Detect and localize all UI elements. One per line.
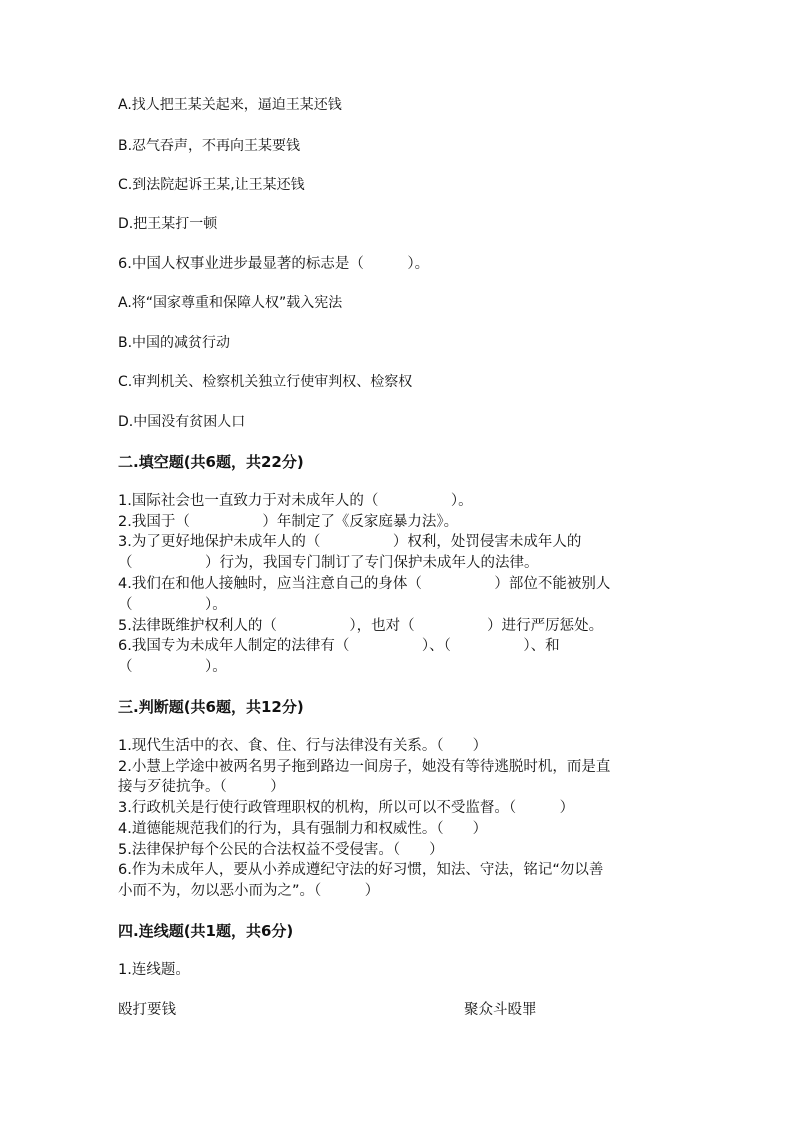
fill-line: 4.我们在和他人接触时，应当注意自己的身体（ ）部位不能被别人 xyxy=(118,576,611,592)
fill-line: 6.我国专为未成年人制定的法律有（ ）、（ ）、和 xyxy=(118,638,560,654)
fill-line: 3.为了更好地保护未成年人的（ ）权利，处罚侵害未成年人的 xyxy=(118,534,582,550)
matching-question: 1.连线题。 xyxy=(118,962,190,978)
judge-line: 3.行政机关是行使行政管理职权的机构，所以可以不受监督。（ ） xyxy=(118,800,575,816)
judge-line: 2.小慧上学途中被两名男子拖到路边一间房子，她没有等待逃脱时机，而是直 xyxy=(118,759,611,775)
judge-line: 接与歹徒抗争。（ ） xyxy=(118,779,285,795)
fill-line: 1.国际社会也一直致力于对未成年人的（ ）。 xyxy=(118,493,473,509)
judge-line: 小而不为，勿以恶小而为之”。（ ） xyxy=(118,883,380,899)
section2-heading: 二.填空题(共6题，共22分) xyxy=(118,453,304,471)
q5-option-c: C.到法院起诉王某,让王某还钱 xyxy=(118,177,305,193)
judge-line: 1.现代生活中的衣、食、住、行与法律没有关系。（ ） xyxy=(118,738,488,754)
q5-option-d: D.把王某打一顿 xyxy=(118,216,218,232)
fill-line: 2.我国于（ ）年制定了《反家庭暴力法》。 xyxy=(118,514,459,530)
fill-line: （ ）行为，我国专门制订了专门保护未成年人的法律。 xyxy=(118,555,539,571)
q6-option-a: A.将“国家尊重和保障人权”载入宪法 xyxy=(118,295,343,311)
judge-line: 5.法律保护每个公民的合法权益不受侵害。（ ） xyxy=(118,842,444,858)
q6-option-c: C.审判机关、检察机关独立行使审判权、检察权 xyxy=(118,374,413,390)
q6-stem: 6.中国人权事业进步最显著的标志是（ ）。 xyxy=(118,256,430,272)
fill-line: （ ）。 xyxy=(118,597,227,613)
section3-heading: 三.判断题(共6题，共12分) xyxy=(118,698,304,716)
matching-right-item: 聚众斗殴罪 xyxy=(464,1002,537,1018)
fill-line: 5.法律既维护权利人的（ ），也对（ ）进行严厉惩处。 xyxy=(118,618,604,634)
judge-line: 6.作为未成年人，要从小养成遵纪守法的好习惯，知法、守法，铭记“勿以善 xyxy=(118,862,604,878)
matching-left-item: 殴打要钱 xyxy=(118,1002,176,1018)
q6-option-d: D.中国没有贫困人口 xyxy=(118,414,246,430)
q5-option-a: A.找人把王某关起来，逼迫王某还钱 xyxy=(118,97,342,113)
judge-line: 4.道德能规范我们的行为，具有强制力和权威性。（ ） xyxy=(118,821,488,837)
q5-option-b: B.忍气吞声，不再向王某要钱 xyxy=(118,138,301,154)
section4-heading: 四.连线题(共1题，共6分) xyxy=(118,922,294,940)
q6-option-b: B.中国的减贫行动 xyxy=(118,335,231,351)
fill-line: （ ）。 xyxy=(118,659,227,675)
